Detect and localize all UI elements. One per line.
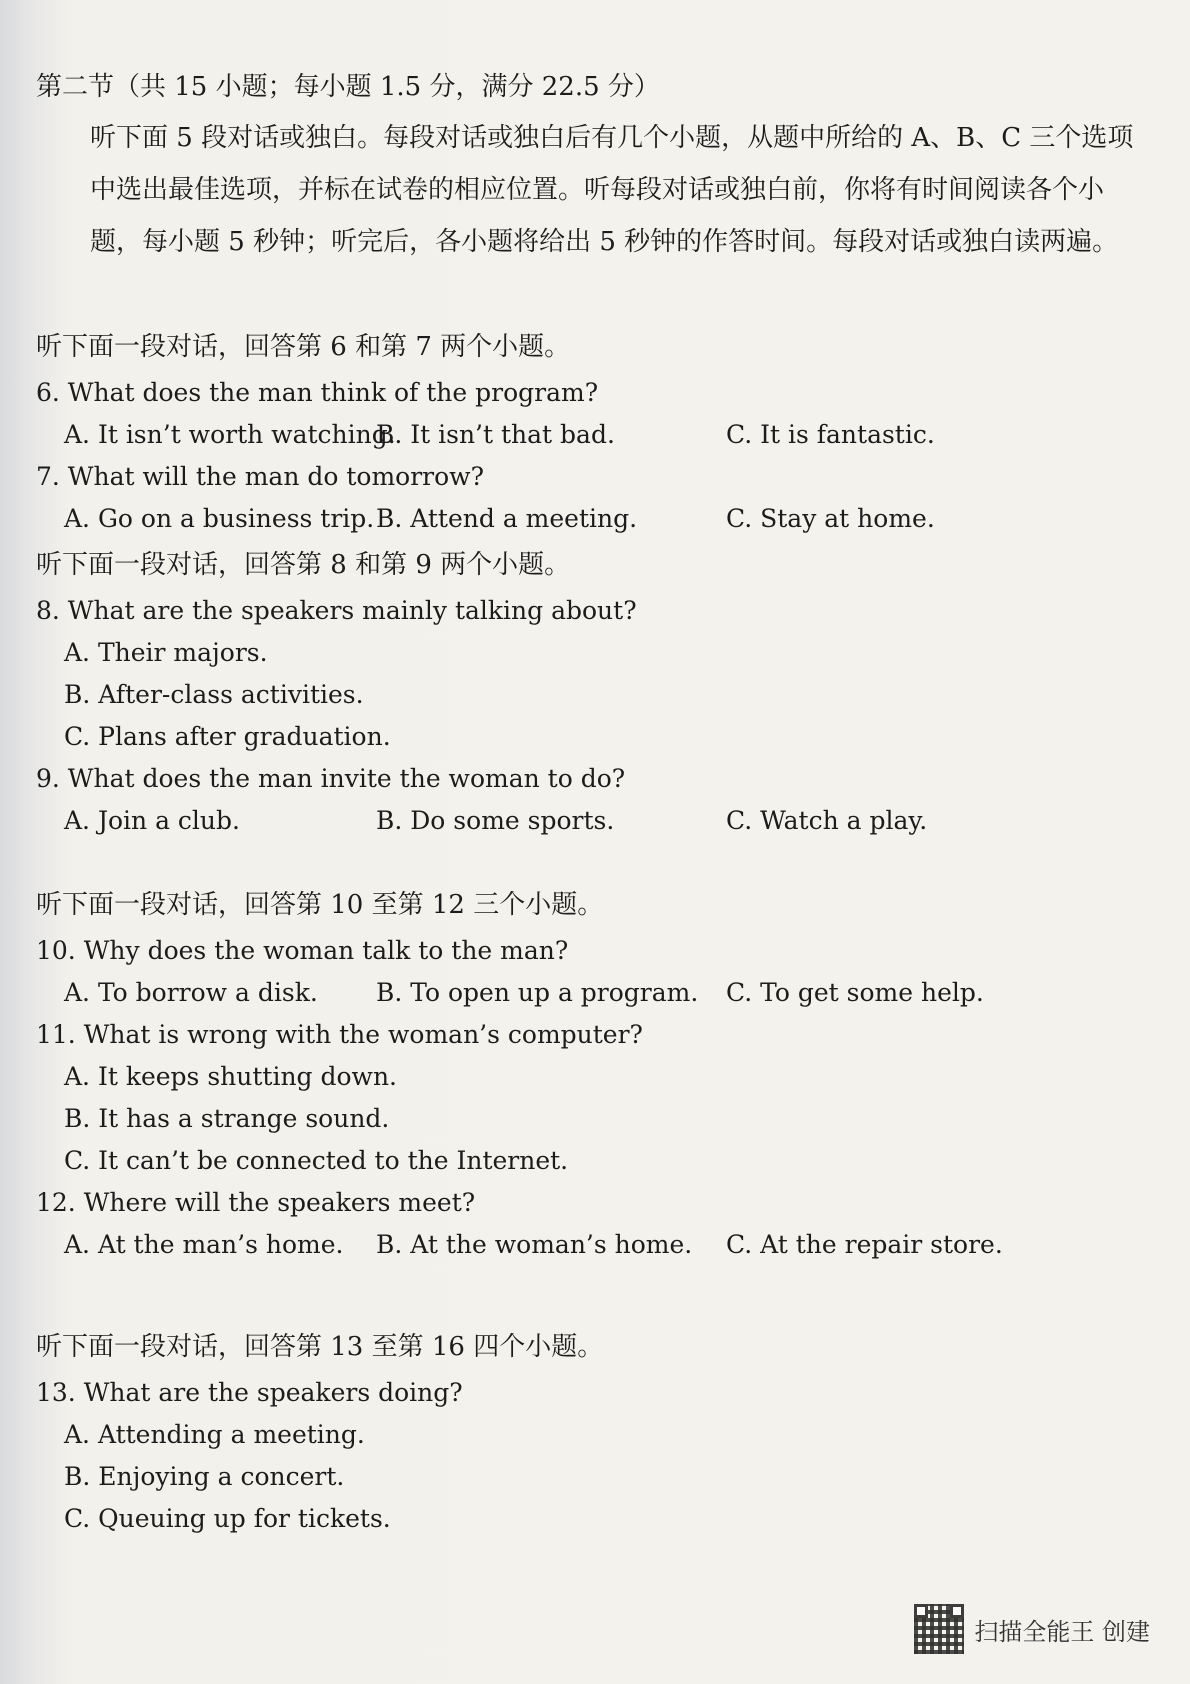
option-b: B. It isn’t that bad. bbox=[376, 420, 615, 449]
group-intro: 听下面一段对话，回答第 6 和第 7 两个小题。 bbox=[36, 332, 571, 362]
option-c: C. Queuing up for tickets. bbox=[64, 1504, 391, 1533]
question-options bbox=[36, 498, 1150, 540]
option-c: C. Stay at home. bbox=[726, 504, 935, 533]
question-options bbox=[36, 972, 1150, 1014]
group-intro: 听下面一段对话，回答第 8 和第 9 两个小题。 bbox=[36, 550, 571, 580]
option-a: A. Join a club. bbox=[64, 806, 240, 835]
question-options bbox=[36, 414, 1150, 456]
option-b: B. To open up a program. bbox=[376, 978, 699, 1007]
question-stem: 6. What does the man think of the program? bbox=[36, 378, 599, 407]
section-title: 第二节（共 15 小题；每小题 1.5 分，满分 22.5 分） bbox=[36, 72, 660, 102]
option-c: C. It can’t be connected to the Internet. bbox=[64, 1146, 569, 1175]
watermark-text: 扫描全能王 创建 bbox=[974, 1617, 1150, 1646]
scanner-watermark bbox=[914, 1604, 1150, 1654]
option-b: B. Enjoying a concert. bbox=[64, 1462, 345, 1491]
question-stem: 12. Where will the speakers meet? bbox=[36, 1188, 476, 1217]
option-c: C. Watch a play. bbox=[726, 806, 928, 835]
option-a: A. It isn’t worth watching. bbox=[64, 420, 396, 449]
question-stem: 10. Why does the woman talk to the man? bbox=[36, 936, 569, 965]
option-a: A. At the man’s home. bbox=[64, 1230, 344, 1259]
instructions: 听下面 5 段对话或独白。每段对话或独白后有几个小题，从题中所给的 A、B、C 三个选项中选出最佳选项，并标在试卷的相应位置。听每段对话或独白前，你将有时间阅读各个小题，每小题 5 秒钟；听完后，各小题将给出 5 秒钟的作答时间。每段对话或独白读两遍。 bbox=[90, 123, 1134, 257]
question-options bbox=[36, 1224, 1150, 1266]
question-stem: 13. What are the speakers doing? bbox=[36, 1378, 463, 1407]
question-stem: 11. What is wrong with the woman’s computer? bbox=[36, 1020, 643, 1049]
question-group-2 bbox=[36, 540, 1150, 842]
option-c: C. At the repair store. bbox=[726, 1230, 1003, 1259]
question-stem: 9. What does the man invite the woman to do? bbox=[36, 764, 626, 793]
option-a: A. To borrow a disk. bbox=[64, 978, 318, 1007]
question-stem: 7. What will the man do tomorrow? bbox=[36, 462, 484, 491]
option-c: C. Plans after graduation. bbox=[64, 722, 391, 751]
option-b: B. Do some sports. bbox=[376, 806, 615, 835]
option-a: A. Their majors. bbox=[64, 638, 268, 667]
group-intro: 听下面一段对话，回答第 10 至第 12 三个小题。 bbox=[36, 890, 604, 920]
option-c: C. It is fantastic. bbox=[726, 420, 935, 449]
section-header bbox=[36, 62, 1150, 268]
option-a: A. Attending a meeting. bbox=[64, 1420, 365, 1449]
question-group-4 bbox=[36, 1322, 1150, 1540]
question-options bbox=[36, 800, 1150, 842]
option-c: C. To get some help. bbox=[726, 978, 984, 1007]
qr-code-icon bbox=[914, 1604, 964, 1654]
option-a: A. It keeps shutting down. bbox=[64, 1062, 398, 1091]
group-intro: 听下面一段对话，回答第 13 至第 16 四个小题。 bbox=[36, 1332, 604, 1362]
option-b: B. It has a strange sound. bbox=[64, 1104, 390, 1133]
option-b: B. Attend a meeting. bbox=[376, 504, 638, 533]
question-group-3 bbox=[36, 880, 1150, 1266]
option-b: B. At the woman’s home. bbox=[376, 1230, 693, 1259]
question-stem: 8. What are the speakers mainly talking about? bbox=[36, 596, 637, 625]
question-group-1 bbox=[36, 322, 1150, 540]
option-a: A. Go on a business trip. bbox=[64, 504, 375, 533]
option-b: B. After-class activities. bbox=[64, 680, 364, 709]
